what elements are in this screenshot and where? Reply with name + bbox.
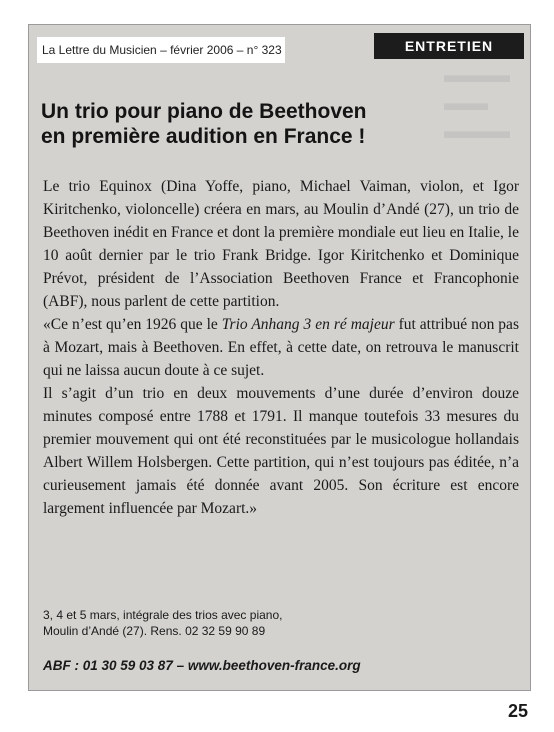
publication-label: La Lettre du Musicien – février 2006 – n° 323 [37,37,285,63]
article-title [41,99,511,149]
note-line-1: 3, 4 et 5 mars, intégrale des trios avec piano, [43,608,283,622]
paragraph-quote [43,313,519,382]
work-title: Trio Anhang 3 en ré majeur [221,316,395,333]
article-body [43,175,519,520]
title-line-1: Un trio pour piano de Beethoven [41,100,367,123]
quote-text-start: «Ce n’est qu’en 1926 que le [43,316,222,333]
bleed-through-texture: ▬▬▬ ▬▬ ▬▬▬ [444,62,510,143]
title-line-2: en première audition en France ! [41,125,366,148]
contact-line: ABF : 01 30 59 03 87 – www.beethoven-france.org [43,658,361,673]
article-box [28,24,531,691]
page-number: 25 [507,701,528,721]
concert-note [43,607,513,639]
section-tag: ENTRETIEN [374,33,524,59]
note-line-2: Moulin d’Andé (27). Rens. 02 32 59 90 89 [43,624,266,638]
paragraph-details: Il s’agit d’un trio en deux mouvements d’une durée d’environ douze minutes composé entre 1788 et 1791. Il manque toutefois 33 mesures du premier mouvement qui ont été reconstituées par le musicologue hollandais Albert Willem Holsbergen. Cette partition, qui n’est toujours pas éditée, n’a curieusement jamais été donnée avant 2005. Son écriture est encore largement influencée par Mozart.» [43,385,519,517]
quote-text-end: fut attribué non pas à Mozart, mais à Beethoven. En effet, à cette date, on retrouva le manuscrit qui ne laissa aucun doute à ce sujet. [43,316,519,379]
paragraph-intro: Le trio Equinox (Dina Yoffe, piano, Michael Vaiman, violon, et Igor Kiritchenko, violoncelle) créera en mars, au Moulin d’Andé (27), un trio de Beethoven inédit en France et dont la première mondiale eut lieu en Italie, le 10 août dernier par le trio Frank Bridge. Igor Kiritchenko et Dominique Prévot, président de l’Association Beethoven France et Francophonie (ABF), nous parlent de cette partition. [43,178,519,310]
